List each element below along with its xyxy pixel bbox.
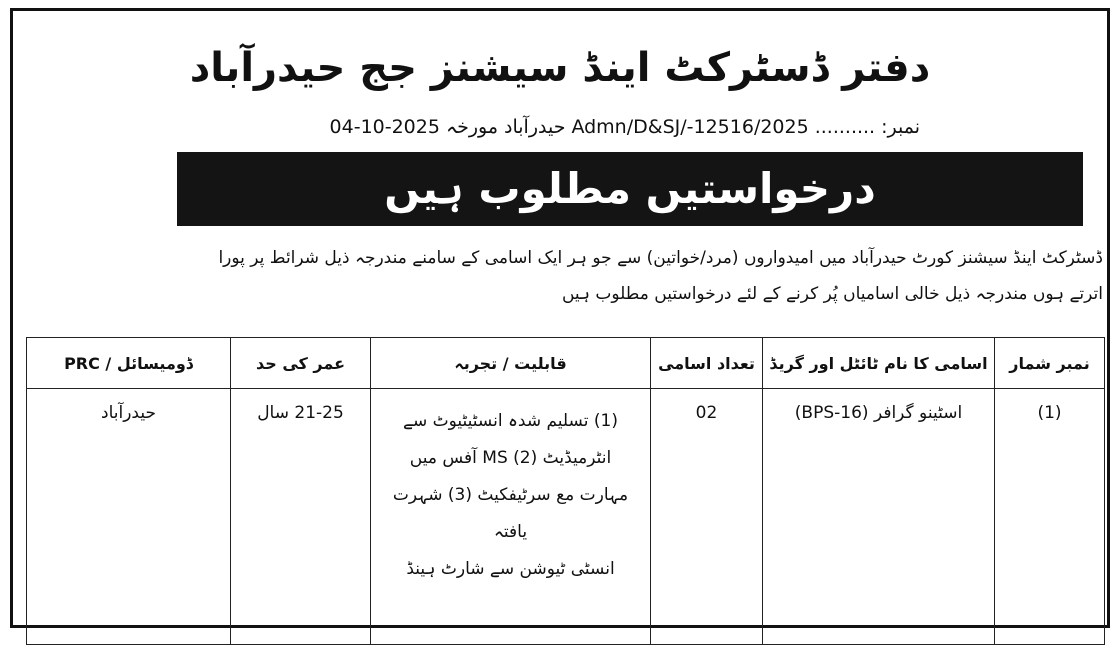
ref-date: 04-10-2025 <box>329 116 440 138</box>
cell-count: 02 <box>651 389 763 645</box>
header-count: تعداد اسامی <box>651 338 763 389</box>
cell-serial: (1) <box>995 389 1105 645</box>
ref-dots: .......... <box>814 116 876 138</box>
ref-city: حیدرآباد <box>504 116 566 138</box>
posts-table <box>26 337 1105 645</box>
header-serial: نمبر شمار <box>995 338 1105 389</box>
cell-age: 21-25 سال <box>231 389 371 645</box>
dated-label: مورخہ <box>445 116 498 138</box>
qualification-line-2: انٹرمیڈیٹ (2) MS آفس میں <box>409 448 612 468</box>
cell-post: اسٹینو گرافر (BPS-16) <box>763 389 995 645</box>
cell-domicile: حیدرآباد <box>27 389 231 645</box>
reference-line <box>180 112 920 142</box>
ref-number: Admn/D&SJ/-12516/2025 <box>571 116 809 138</box>
office-title: دفتر ڈسٹرکٹ اینڈ سیشنز جج حیدرآباد <box>189 45 931 91</box>
table-row <box>27 389 1105 645</box>
ref-label: نمبر: <box>881 116 920 138</box>
header-qualification: قابلیت / تجربہ <box>371 338 651 389</box>
intro-line-2: اترتے ہوں مندرجہ ذیل خالی اسامیاں پُر کرنے کے لئے درخواستیں مطلوب ہیں <box>561 284 1103 304</box>
header-domicile: ڈومیسائل / PRC <box>27 338 231 389</box>
qualification-line-1: (1) تسلیم شدہ انسٹیٹیوٹ سے <box>403 411 618 431</box>
header-post: اسامی کا نام ٹائٹل اور گریڈ <box>763 338 995 389</box>
cell-qualification <box>371 389 651 645</box>
qualification-line-3: مہارت مع سرٹیفکیٹ (3) شہرت یافتہ <box>392 485 629 542</box>
table-header-row <box>27 338 1105 389</box>
intro-paragraph <box>18 240 1103 312</box>
header-age: عمر کی حد <box>231 338 371 389</box>
intro-line-1: ڈسٹرکٹ اینڈ سیشنز کورٹ حیدرآباد میں امیدواروں (مرد/خواتین) سے جو ہر ایک اسامی کے سامنے مندرجہ ذیل شرائط پر پورا <box>218 248 1103 268</box>
applications-banner: درخواستیں مطلوب ہیں <box>177 152 1083 226</box>
qualification-line-4: انسٹی ٹیوشن سے شارٹ ہینڈ <box>406 559 615 579</box>
